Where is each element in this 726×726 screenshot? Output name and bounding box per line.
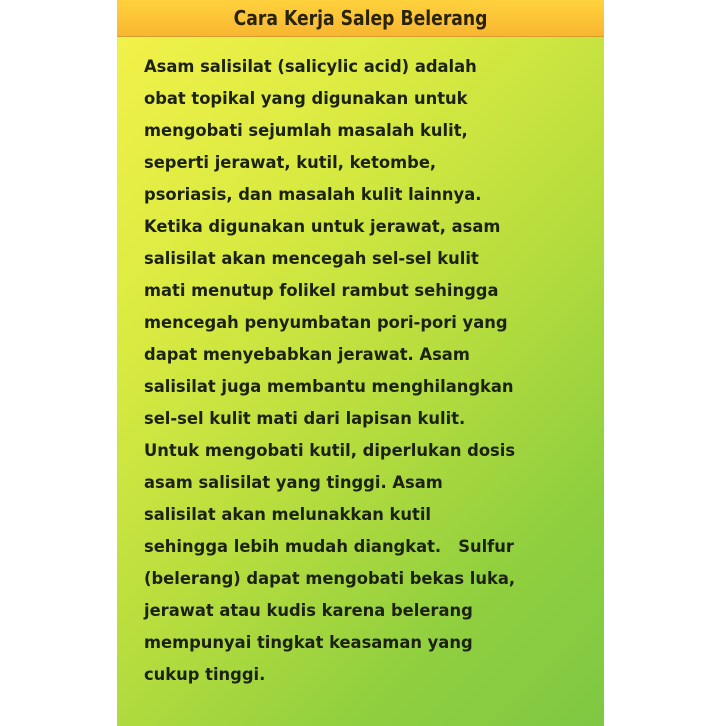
text-line: sehingga lebih mudah diangkat. Sulfur xyxy=(144,537,514,557)
article-body xyxy=(144,51,592,691)
text-line: mencegah penyumbatan pori-pori yang xyxy=(144,313,508,333)
text-line: salisilat akan mencegah sel-sel kulit xyxy=(144,249,479,269)
text-line: obat topikal yang digunakan untuk xyxy=(144,89,468,109)
header-bar xyxy=(117,0,604,37)
text-line: Asam salisilat (salicylic acid) adalah xyxy=(144,57,477,77)
article-card xyxy=(117,0,604,726)
text-line: asam salisilat yang tinggi. Asam xyxy=(144,473,443,493)
text-line: mengobati sejumlah masalah kulit, xyxy=(144,121,468,141)
text-line: mempunyai tingkat keasaman yang xyxy=(144,633,473,653)
text-line: psoriasis, dan masalah kulit lainnya. xyxy=(144,185,482,205)
text-line: mati menutup folikel rambut sehingga xyxy=(144,281,499,301)
text-line: dapat menyebabkan jerawat. Asam xyxy=(144,345,470,365)
text-line: jerawat atau kudis karena belerang xyxy=(144,601,473,621)
text-line: seperti jerawat, kutil, ketombe, xyxy=(144,153,437,173)
text-line: Ketika digunakan untuk jerawat, asam xyxy=(144,217,501,237)
text-line: (belerang) dapat mengobati bekas luka, xyxy=(144,569,516,589)
text-line: salisilat juga membantu menghilangkan xyxy=(144,377,514,397)
text-line: sel-sel kulit mati dari lapisan kulit. xyxy=(144,409,466,429)
page-title: Cara Kerja Salep Belerang xyxy=(233,6,488,30)
text-line: Untuk mengobati kutil, diperlukan dosis xyxy=(144,441,516,461)
text-line: cukup tinggi. xyxy=(144,665,266,685)
text-line: salisilat akan melunakkan kutil xyxy=(144,505,432,525)
